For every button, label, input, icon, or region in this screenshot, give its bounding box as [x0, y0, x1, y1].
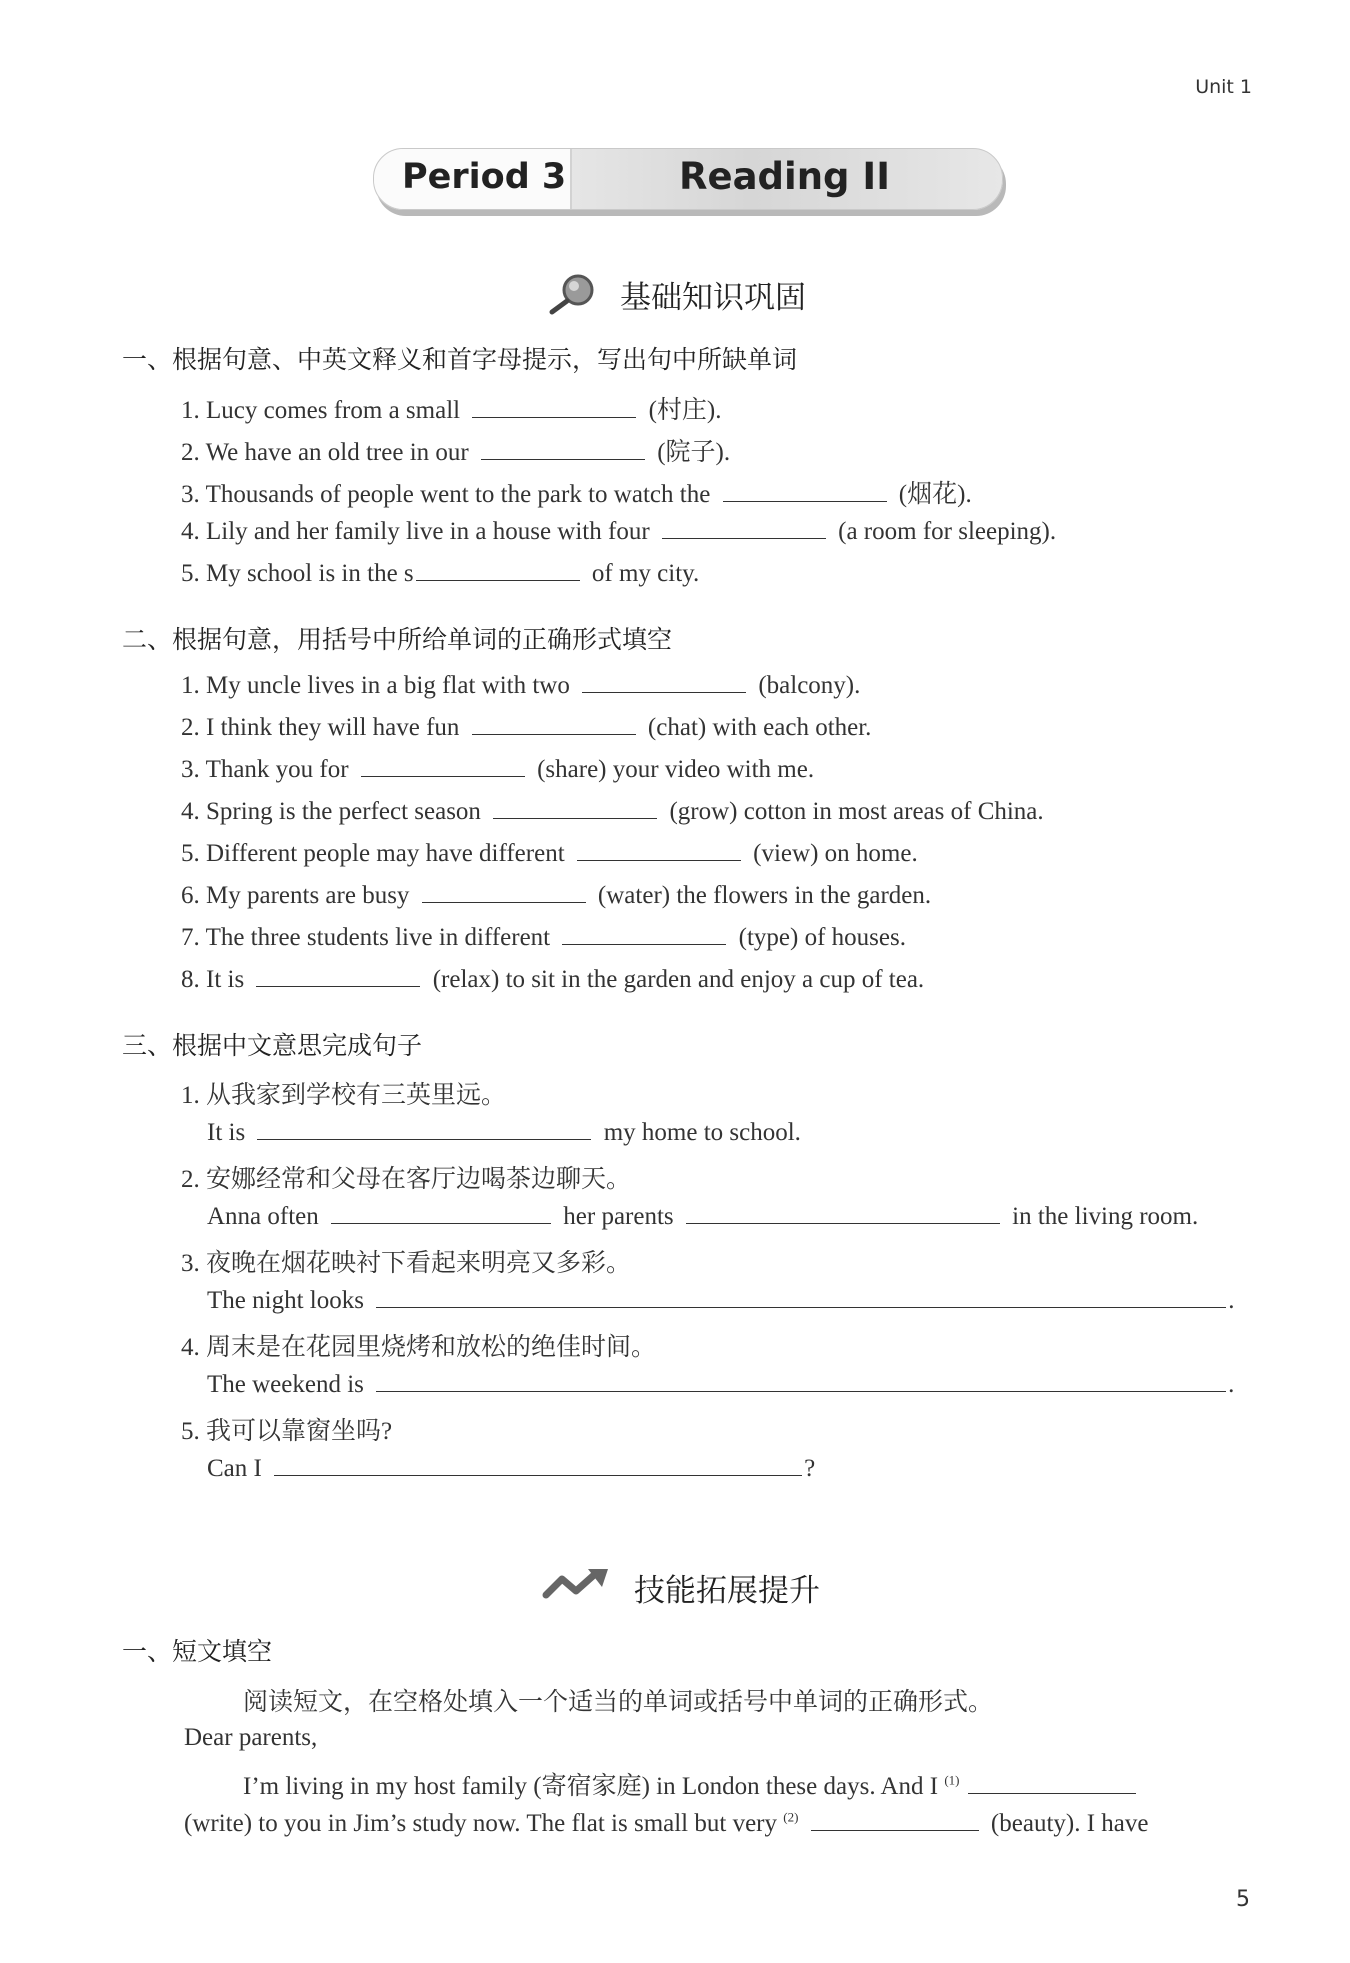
unit-label: Unit 1	[1195, 76, 1252, 98]
list-item: 3. Thousands of people went to the park to watch the (烟花).	[181, 481, 972, 508]
list-item: 2. I think they will have fun (chat) with each other.	[181, 714, 872, 741]
answer-blank[interactable]	[472, 712, 636, 735]
translation-line: Can I ?	[207, 1455, 816, 1482]
magnifier-icon	[548, 270, 600, 316]
translation-line: The night looks .	[207, 1287, 1235, 1314]
translation-line: The weekend is .	[207, 1371, 1235, 1398]
answer-blank[interactable]	[331, 1201, 551, 1224]
translation-line: It is my home to school.	[207, 1119, 801, 1146]
chinese-prompt: 1. 从我家到学校有三英里远。	[181, 1082, 507, 1109]
answer-blank[interactable]	[723, 479, 887, 502]
list-item: 5. Different people may have different (view) on home.	[181, 840, 918, 867]
list-item: 4. Lily and her family live in a house with four (a room for sleeping).	[181, 518, 1057, 545]
answer-blank[interactable]	[376, 1285, 1226, 1308]
answer-blank[interactable]	[416, 558, 580, 581]
chinese-prompt: 3. 夜晚在烟花映衬下看起来明亮又多彩。	[181, 1250, 632, 1277]
chinese-prompt: 2. 安娜经常和父母在客厅边喝茶边聊天。	[181, 1166, 632, 1193]
list-item: 8. It is (relax) to sit in the garden and enjoy a cup of tea.	[181, 966, 925, 993]
blank-marker: (2)	[783, 1809, 799, 1825]
answer-blank[interactable]	[493, 796, 657, 819]
list-item: 4. Spring is the perfect season (grow) cotton in most areas of China.	[181, 798, 1044, 825]
answer-blank[interactable]	[686, 1201, 1000, 1224]
answer-blank[interactable]	[481, 437, 645, 460]
list-item: 5. My school is in the s of my city.	[181, 560, 700, 587]
list-item: 2. We have an old tree in our (院子).	[181, 439, 731, 466]
answer-blank[interactable]	[422, 880, 586, 903]
trend-arrow-icon	[542, 1567, 614, 1603]
letter-salutation: Dear parents,	[184, 1724, 318, 1751]
part2-heading: 二、根据句意，用括号中所给单词的正确形式填空	[122, 625, 673, 654]
answer-blank[interactable]	[256, 964, 420, 987]
answer-blank[interactable]	[968, 1771, 1136, 1794]
answer-blank[interactable]	[376, 1369, 1226, 1392]
passage-line: (write) to you in Jim’s study now. The flat is small but very $^{(2)}$ (beauty). I have	[184, 1809, 1149, 1837]
part1-heading: 一、根据句意、中英文释义和首字母提示，写出句中所缺单词	[122, 345, 798, 374]
answer-blank[interactable]	[562, 922, 726, 945]
passage-line: I’m living in my host family (寄宿家庭) in London these days. And I $^{(1)}$	[243, 1766, 1138, 1802]
translation-line: Anna often her parents in the living room.	[207, 1203, 1199, 1230]
answer-blank[interactable]	[811, 1808, 979, 1831]
blank-marker: (1)	[944, 1772, 960, 1788]
answer-blank[interactable]	[582, 670, 746, 693]
list-item: 7. The three students live in different (type) of houses.	[181, 924, 906, 951]
chinese-prompt: 4. 周末是在花园里烧烤和放松的绝佳时间。	[181, 1334, 657, 1361]
section-title-text: 基础知识巩固	[620, 280, 806, 316]
answer-blank[interactable]	[361, 754, 525, 777]
cloze-heading: 一、短文填空	[122, 1637, 273, 1666]
answer-blank[interactable]	[472, 395, 636, 418]
answer-blank[interactable]	[274, 1453, 802, 1476]
chinese-prompt: 5. 我可以靠窗坐吗?	[181, 1418, 393, 1445]
cloze-instruction: 阅读短文，在空格处填入一个适当的单词或括号中单词的正确形式。	[243, 1689, 994, 1716]
list-item: 3. Thank you for (share) your video with me.	[181, 756, 815, 783]
list-item: 6. My parents are busy (water) the flowers in the garden.	[181, 882, 932, 909]
answer-blank[interactable]	[662, 516, 826, 539]
part3-heading: 三、根据中文意思完成句子	[122, 1031, 423, 1060]
lesson-title: Reading II	[679, 155, 890, 198]
list-item: 1. Lucy comes from a small (村庄).	[181, 397, 722, 424]
answer-blank[interactable]	[577, 838, 741, 861]
list-item: 1. My uncle lives in a big flat with two (balcony).	[181, 672, 861, 699]
period-banner	[373, 148, 1003, 210]
section-title-text: 技能拓展提升	[634, 1573, 820, 1609]
answer-blank[interactable]	[257, 1117, 591, 1140]
period-label: Period 3	[402, 157, 567, 197]
page-number: 5	[1236, 1887, 1250, 1912]
